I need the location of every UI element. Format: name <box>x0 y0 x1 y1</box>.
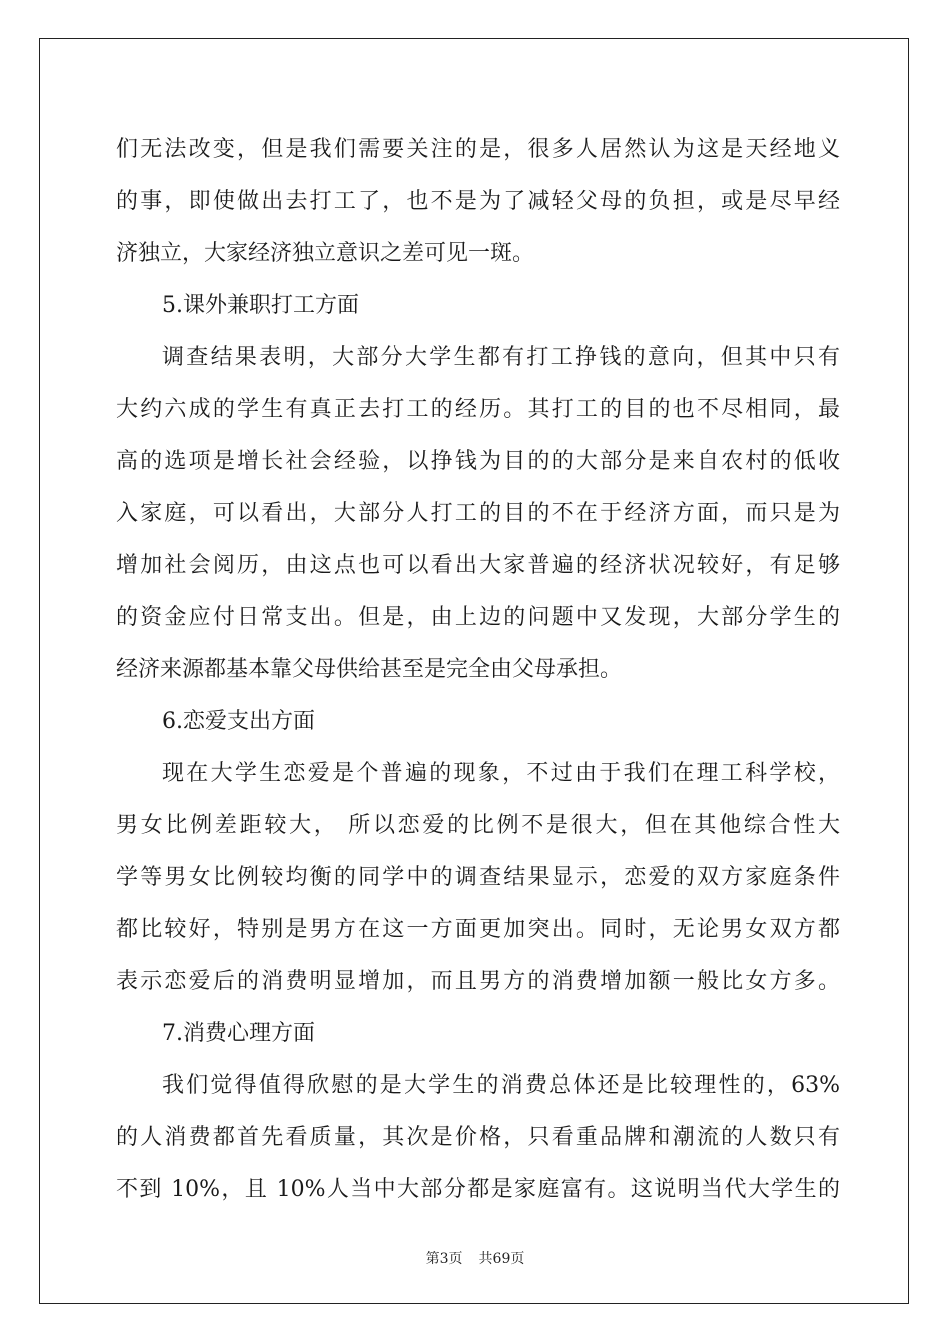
text-line: 的资金应付日常支出。但是，由上边的问题中又发现，大部分学生的 <box>116 605 840 630</box>
text-line: 表示恋爱后的消费明显增加，而且男方的消费增加额一般比女方多。 <box>116 969 840 994</box>
paragraph-first-line: 我们觉得值得欣慰的是大学生的消费总体还是比较理性的，63% <box>162 1073 840 1098</box>
text-line: 男女比例差距较大， 所以恋爱的比例不是很大，但在其他综合性大 <box>116 813 840 838</box>
paragraph-first-line: 调查结果表明，大部分大学生都有打工挣钱的意向，但其中只有 <box>162 345 840 370</box>
page-number: 第3页 <box>425 1251 463 1267</box>
text-line: 大约六成的学生有真正去打工的经历。其打工的目的也不尽相同，最 <box>116 397 840 422</box>
section-heading: 6.恋爱支出方面 <box>162 709 315 734</box>
text-line: 济独立，大家经济独立意识之差可见一斑。 <box>116 241 535 266</box>
text-line: 高的选项是增长社会经验，以挣钱为目的的大部分是来自农村的低收 <box>116 449 840 474</box>
text-line: 都比较好，特别是男方在这一方面更加突出。同时，无论男女双方都 <box>116 917 840 942</box>
section-heading: 5.课外兼职打工方面 <box>162 293 359 318</box>
page-footer <box>0 1248 950 1268</box>
text-line: 学等男女比例较均衡的同学中的调查结果显示，恋爱的双方家庭条件 <box>116 865 840 890</box>
page-total: 共69页 <box>478 1251 525 1267</box>
document-body <box>116 124 840 1216</box>
text-line: 的事，即使做出去打工了，也不是为了减轻父母的负担，或是尽早经 <box>116 189 840 214</box>
text-line: 经济来源都基本靠父母供给甚至是完全由父母承担。 <box>116 657 623 682</box>
text-line: 的人消费都首先看质量，其次是价格，只看重品牌和潮流的人数只有 <box>116 1125 840 1150</box>
text-line: 不到 10%，且 10%人当中大部分都是家庭富有。这说明当代大学生的 <box>116 1177 840 1202</box>
text-line: 增加社会阅历，由这点也可以看出大家普遍的经济状况较好，有足够 <box>116 553 840 578</box>
text-line: 入家庭，可以看出，大部分人打工的目的不在于经济方面，而只是为 <box>116 501 840 526</box>
section-heading: 7.消费心理方面 <box>162 1021 315 1046</box>
text-line: 们无法改变，但是我们需要关注的是，很多人居然认为这是天经地义 <box>116 137 840 162</box>
paragraph-first-line: 现在大学生恋爱是个普遍的现象，不过由于我们在理工科学校， <box>162 761 840 786</box>
